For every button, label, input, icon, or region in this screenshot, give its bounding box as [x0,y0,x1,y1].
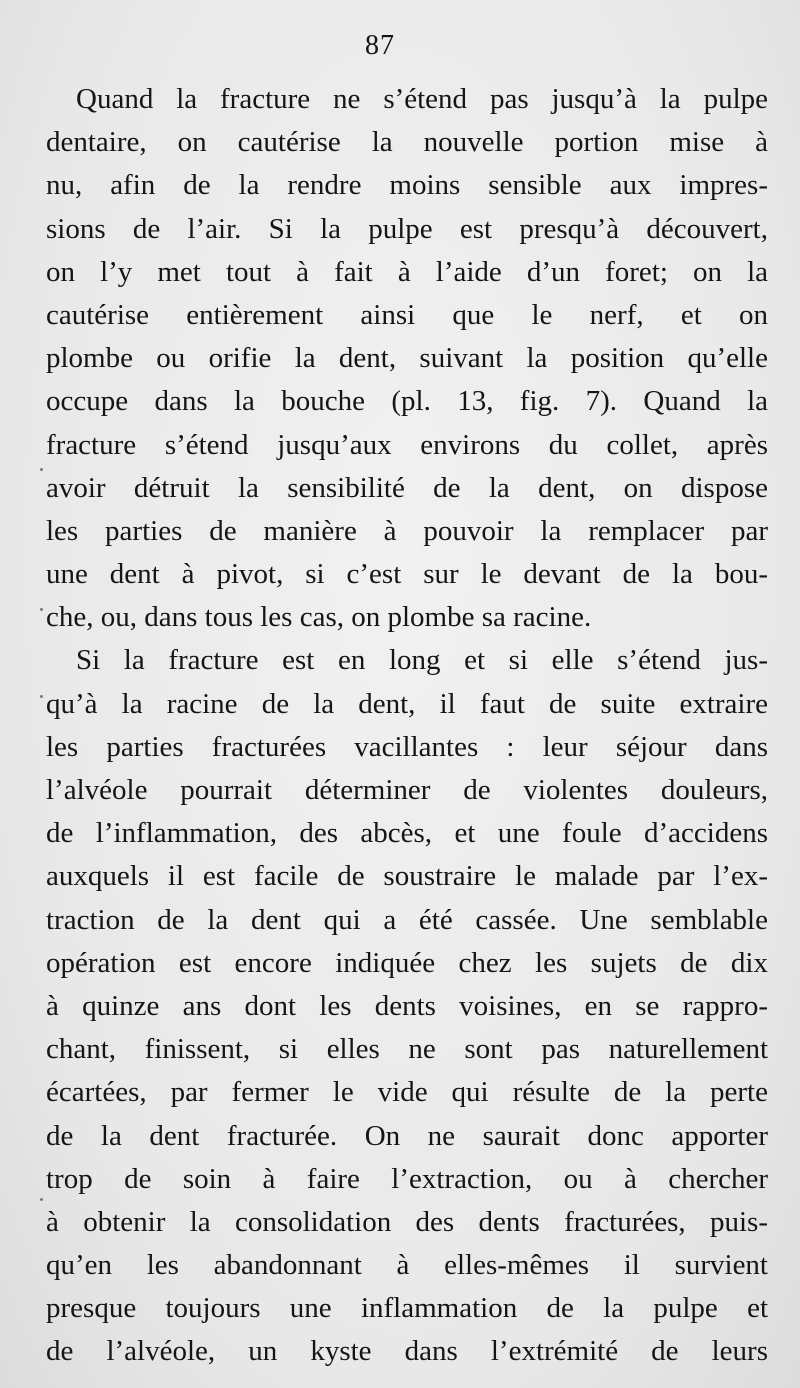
text-line: fracture s’étend jusqu’aux environs du collet, après [46,428,768,461]
text-line: avoir détruit la sensibilité de la dent, on dispose [46,471,768,504]
text-line: che, ou, dans tous les cas, on plombe sa racine. [46,601,592,634]
text-line: à quinze ans dont les dents voisines, en se rappro- [46,989,768,1022]
text-line: opération est encore indiquée chez les sujets de dix [46,946,768,979]
page-number: 87 [365,30,395,61]
text-line: dentaire, on cautérise la nouvelle portion mise à [46,126,768,159]
print-speck [40,1198,43,1201]
text-line: chant, finissent, si elles ne sont pas naturellement [46,1033,768,1066]
text-line: Si la fracture est en long et si elle s’étend jus- [76,644,768,677]
text-line: de l’inflammation, des abcès, et une foule d’accidens [46,817,768,850]
text-line: écartées, par fermer le vide qui résulte de la perte [46,1076,768,1109]
text-line: on l’y met tout à fait à l’aide d’un foret; on la [46,255,768,288]
text-line: sions de l’air. Si la pulpe est presqu’à découvert, [46,212,768,245]
text-line: de l’alvéole, un kyste dans l’extrémité de leurs [46,1335,768,1368]
print-speck [40,468,43,471]
body-text [46,78,768,1374]
text-line: l’alvéole pourrait déterminer de violentes douleurs, [46,774,768,806]
text-line: les parties fracturées vacillantes : leur séjour dans [46,730,768,763]
text-line: auxquels il est facile de soustraire le malade par l’ex- [46,860,768,893]
text-line: plombe ou orifie la dent, suivant la position qu’elle [46,342,768,375]
print-speck [40,608,43,611]
text-line: presque toujours une inflammation de la pulpe et [46,1292,768,1325]
text-line: à obtenir la consolidation des dents fracturées, puis- [46,1205,768,1238]
text-line: qu’en les abandonnant à elles-mêmes il survient [46,1249,768,1282]
text-line: cautérise entièrement ainsi que le nerf, et on [46,298,768,331]
print-speck [40,695,43,698]
text-line: qu’à la racine de la dent, il faut de suite extraire [46,687,768,720]
text-line: Quand la fracture ne s’étend pas jusqu’à la pulpe [76,83,768,115]
text-line: nu, afin de la rendre moins sensible aux impres- [46,169,768,202]
text-line: de la dent fracturée. On ne saurait donc apporter [46,1119,768,1152]
text-line: trop de soin à faire l’extraction, ou à chercher [46,1162,768,1195]
text-line: les parties de manière à pouvoir la remplacer par [46,514,768,547]
text-line: occupe dans la bouche (pl. 13, fig. 7). Quand la [46,385,768,418]
text-line: une dent à pivot, si c’est sur le devant de la bou- [46,558,768,591]
text-line: traction de la dent qui a été cassée. Une semblable [46,903,768,936]
